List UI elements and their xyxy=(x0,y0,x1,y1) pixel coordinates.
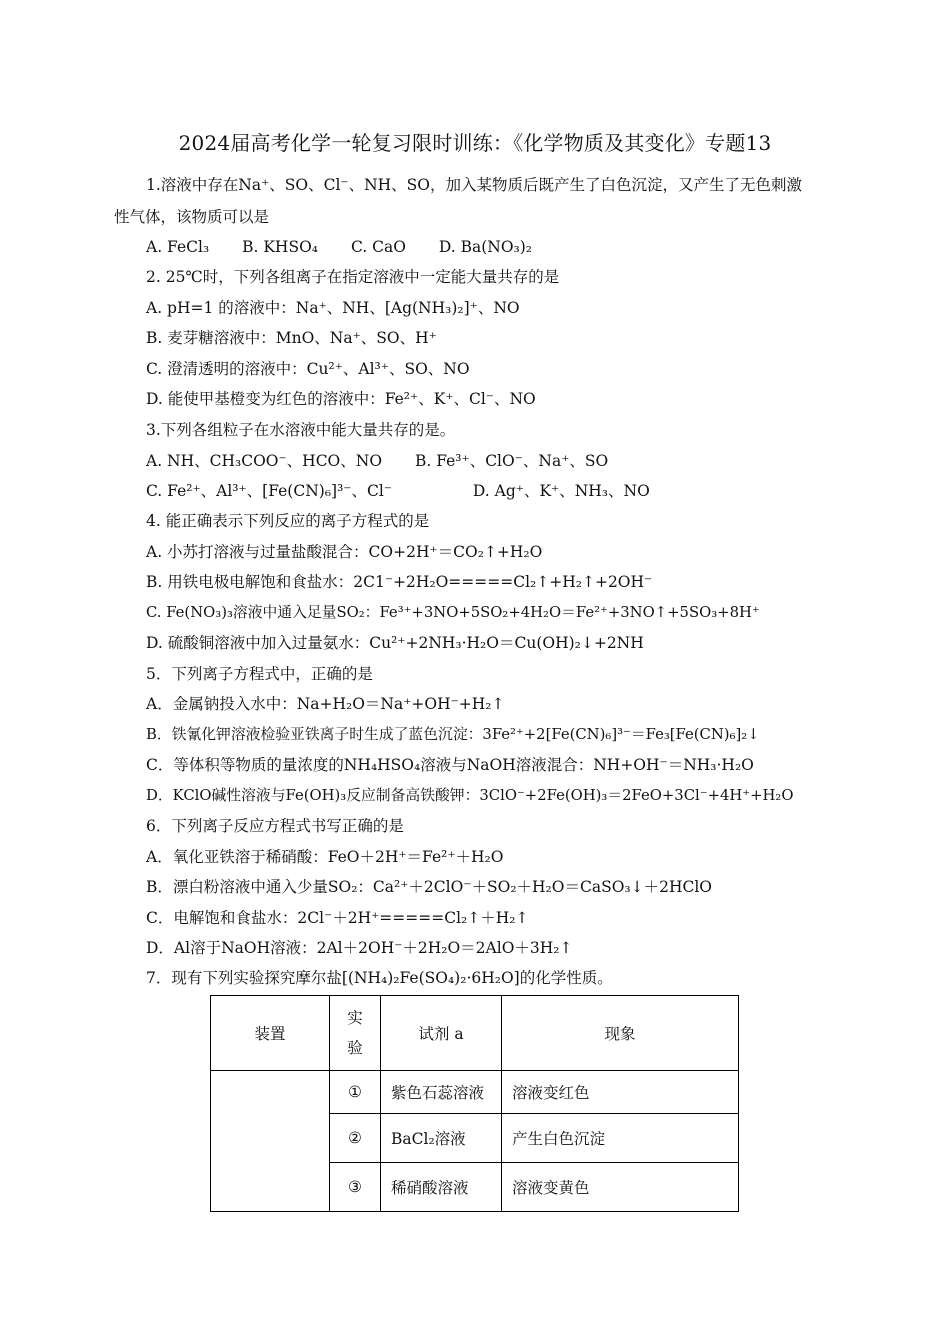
experiment-table xyxy=(210,995,739,1212)
header-phenomenon: 现象 xyxy=(502,996,739,1071)
header-experiment-line2: 验 xyxy=(347,1039,363,1057)
question-1-options xyxy=(146,237,532,257)
q3-option-c: C. Fe²⁺、Al³⁺、[Fe(CN)₆]³⁻、Cl⁻ xyxy=(146,482,392,500)
reagent-cell: 紫色石蕊溶液 xyxy=(381,1071,502,1114)
q2-option-c: C. 澄清透明的溶液中：Cu²⁺、Al³⁺、SO、NO xyxy=(146,360,470,378)
q2-option-a: A. pH=1 的溶液中：Na⁺、NH、[Ag(NH₃)₂]⁺、NO xyxy=(146,299,520,317)
question-3-stem: 3.下列各组粒子在水溶液中能大量共存的是。 xyxy=(146,421,456,439)
q4-option-d: D. 硫酸铜溶液中加入过量氨水：Cu²⁺+2NH₃·H₂O＝Cu(OH)₂↓+2NH xyxy=(146,634,644,652)
q3-options-cd xyxy=(146,481,650,501)
q1-option-a: A. FeCl₃ xyxy=(146,238,210,256)
reagent-cell: 稀硝酸溶液 xyxy=(381,1163,502,1212)
experiment-number: ② xyxy=(330,1114,381,1163)
q5-option-b: B．铁氰化钾溶液检验亚铁离子时生成了蓝色沉淀：3Fe²⁺+2[Fe(CN)₆]³⁻＝Fe₃[Fe(CN)₆]₂↓ xyxy=(146,726,760,743)
q6-option-b: B．漂白粉溶液中通入少量SO₂：Ca²⁺＋2ClO⁻＋SO₂＋H₂O＝CaSO₃↓＋2HClO xyxy=(146,878,713,896)
header-reagent: 试剂 a xyxy=(381,996,502,1071)
experiment-number: ① xyxy=(330,1071,381,1114)
q3-option-b: B. Fe³⁺、ClO⁻、Na⁺、SO xyxy=(414,452,609,470)
phenomenon-cell: 产生白色沉淀 xyxy=(502,1114,739,1163)
q2-option-b: B. 麦芽糖溶液中：MnO、Na⁺、SO、H⁺ xyxy=(146,329,437,347)
question-1-stem-cont: 性气体，该物质可以是 xyxy=(114,208,270,226)
phenomenon-cell: 溶液变红色 xyxy=(502,1071,739,1114)
question-7-stem: 7．现有下列实验探究摩尔盐[(NH₄)₂Fe(SO₄)₂·6H₂O]的化学性质。 xyxy=(146,969,613,987)
q4-option-c: C. Fe(NO₃)₃溶液中通入足量SO₂：Fe³⁺+3NO+5SO₂+4H₂O＝Fe²⁺+3NO↑+5SO₃+8H⁺ xyxy=(146,604,760,621)
header-experiment-line1: 实 xyxy=(347,1009,363,1027)
q5-option-d: D．KClO碱性溶液与Fe(OH)₃反应制备高铁酸钾：3ClO⁻+2Fe(OH)₃＝2FeO+3Cl⁻+4H⁺+H₂O xyxy=(146,787,794,804)
q3-option-d: D. Ag⁺、K⁺、NH₃、NO xyxy=(472,482,650,500)
header-apparatus: 装置 xyxy=(211,996,330,1071)
q4-option-a: A. 小苏打溶液与过量盐酸混合：CO+2H⁺＝CO₂↑+H₂O xyxy=(146,543,543,561)
q6-option-d: D．Al溶于NaOH溶液：2Al＋2OH⁻＋2H₂O＝2AlO＋3H₂↑ xyxy=(146,939,573,957)
q5-option-a: A．金属钠投入水中：Na+H₂O＝Na⁺+OH⁻+H₂↑ xyxy=(146,695,505,713)
q3-option-a: A. NH、CH₃COO⁻、HCO、NO xyxy=(146,452,383,470)
reagent-cell: BaCl₂溶液 xyxy=(381,1114,502,1163)
q2-option-d: D. 能使甲基橙变为红色的溶液中：Fe²⁺、K⁺、Cl⁻、NO xyxy=(146,390,536,408)
q4-option-b: B. 用铁电极电解饱和食盐水：2C1⁻+2H₂O=====Cl₂↑+H₂↑+2OH⁻ xyxy=(146,573,653,591)
q6-option-c: C．电解饱和食盐水：2Cl⁻＋2H⁺=====Cl₂↑＋H₂↑ xyxy=(146,909,529,927)
question-1-stem: 1.溶液中存在Na⁺、SO、Cl⁻、NH、SO，加入某物质后既产生了白色沉淀，又产生了无色刺激 xyxy=(146,176,803,194)
header-experiment xyxy=(330,996,381,1071)
question-5-stem: 5．下列离子方程式中，正确的是 xyxy=(146,665,373,683)
apparatus-cell xyxy=(211,1071,330,1212)
question-2-stem: 2. 25℃时，下列各组离子在指定溶液中一定能大量共存的是 xyxy=(146,268,560,286)
table-header-row xyxy=(211,996,739,1071)
question-4-stem: 4. 能正确表示下列反应的离子方程式的是 xyxy=(146,512,430,530)
experiment-number: ③ xyxy=(330,1163,381,1212)
q3-options-ab xyxy=(146,451,608,471)
q6-option-a: A．氧化亚铁溶于稀硝酸：FeO＋2H⁺＝Fe²⁺＋H₂O xyxy=(146,848,504,866)
phenomenon-cell: 溶液变黄色 xyxy=(502,1163,739,1212)
table-row xyxy=(211,1071,739,1114)
q1-option-d: D. Ba(NO₃)₂ xyxy=(438,238,533,256)
q1-option-b: B. KHSO₄ xyxy=(242,238,318,256)
q1-option-c: C. CaO xyxy=(350,238,406,256)
page-title: 2024届高考化学一轮复习限时训练：《化学物质及其变化》专题13 xyxy=(178,131,772,155)
question-6-stem: 6．下列离子反应方程式书写正确的是 xyxy=(146,817,404,835)
q5-option-c: C．等体积等物质的量浓度的NH₄HSO₄溶液与NaOH溶液混合：NH+OH⁻＝NH₃·H₂O xyxy=(146,756,754,774)
